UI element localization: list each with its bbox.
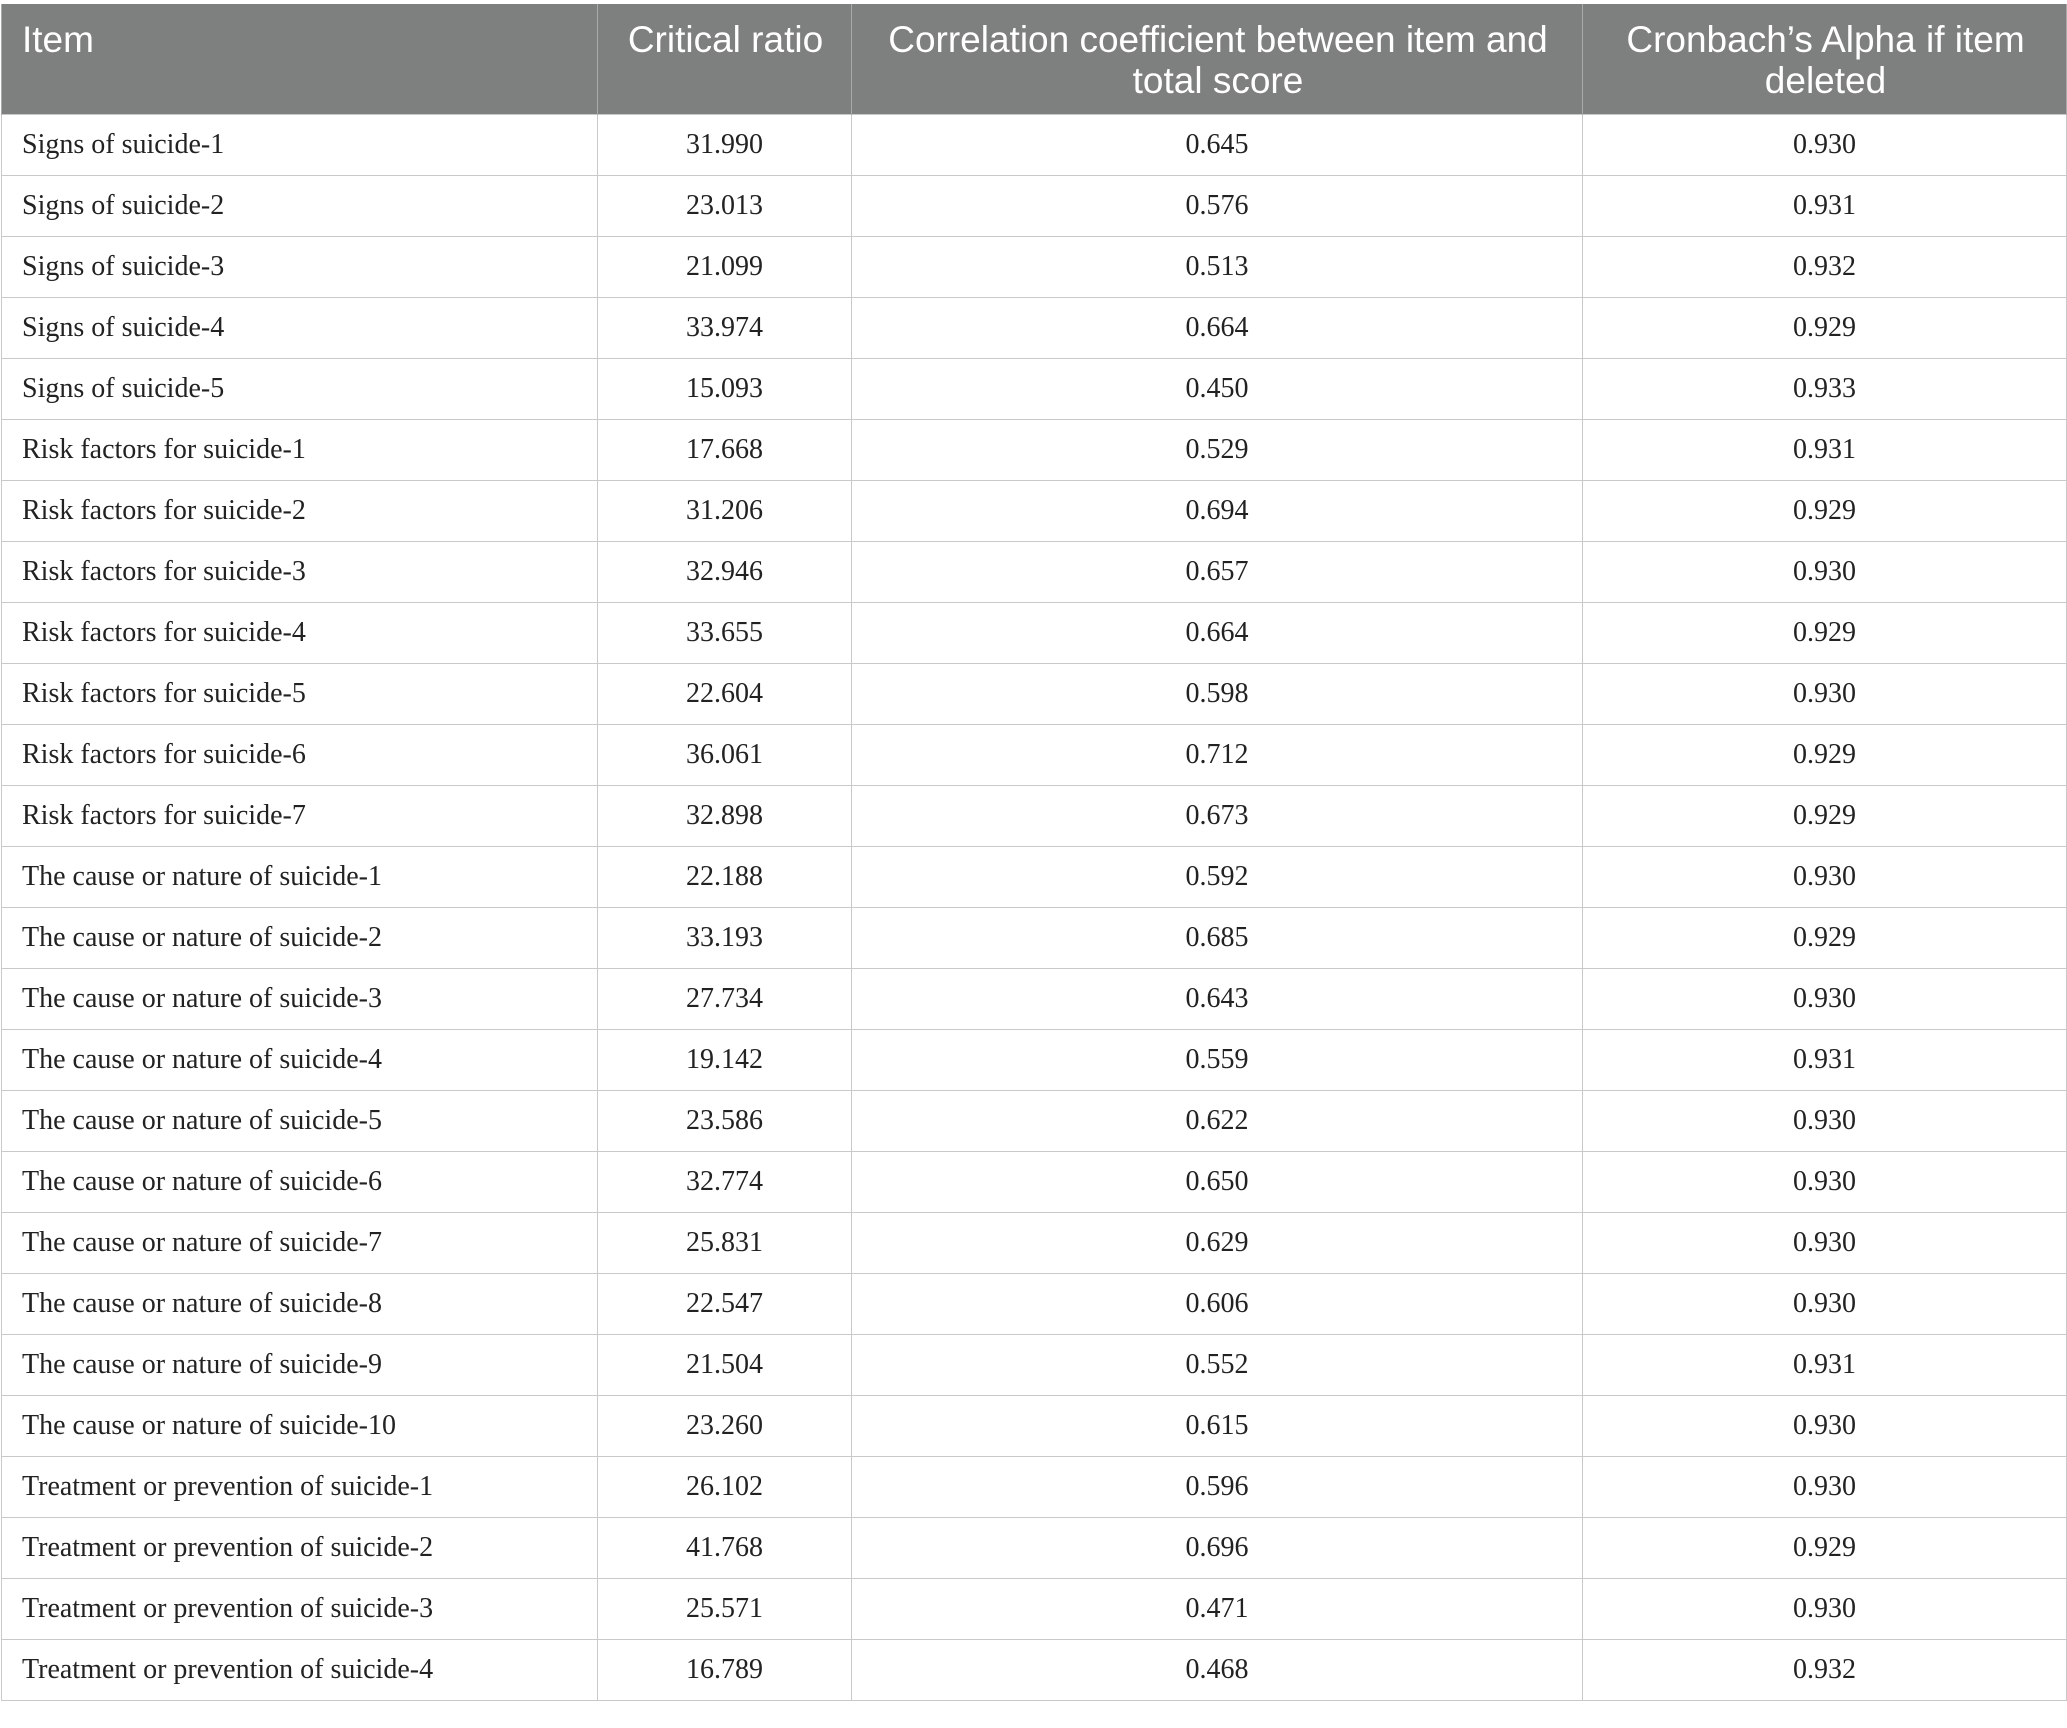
cell-critical-ratio: 23.013 [598, 175, 852, 236]
cell-correlation: 0.696 [852, 1517, 1583, 1578]
cell-correlation: 0.598 [852, 663, 1583, 724]
cell-critical-ratio: 32.774 [598, 1151, 852, 1212]
cell-item: Risk factors for suicide-3 [2, 541, 598, 602]
cell-alpha-if-deleted: 0.930 [1583, 846, 2067, 907]
table-row [2, 1456, 2067, 1517]
cell-critical-ratio: 22.547 [598, 1273, 852, 1334]
cell-critical-ratio: 26.102 [598, 1456, 852, 1517]
cell-correlation: 0.596 [852, 1456, 1583, 1517]
cell-correlation: 0.685 [852, 907, 1583, 968]
cell-item: Signs of suicide-2 [2, 175, 598, 236]
cell-critical-ratio: 25.831 [598, 1212, 852, 1273]
header-item: Item [2, 4, 598, 114]
cell-correlation: 0.650 [852, 1151, 1583, 1212]
cell-correlation: 0.468 [852, 1639, 1583, 1700]
cell-item: Treatment or prevention of suicide-4 [2, 1639, 598, 1700]
cell-alpha-if-deleted: 0.932 [1583, 1639, 2067, 1700]
cell-correlation: 0.471 [852, 1578, 1583, 1639]
table-row [2, 1334, 2067, 1395]
cell-item: Signs of suicide-4 [2, 297, 598, 358]
table-row [2, 846, 2067, 907]
cell-alpha-if-deleted: 0.931 [1583, 419, 2067, 480]
cell-item: The cause or nature of suicide-5 [2, 1090, 598, 1151]
cell-item: The cause or nature of suicide-6 [2, 1151, 598, 1212]
table-row [2, 1090, 2067, 1151]
item-analysis-table [1, 4, 2067, 1701]
cell-item: The cause or nature of suicide-2 [2, 907, 598, 968]
table-row [2, 1578, 2067, 1639]
cell-alpha-if-deleted: 0.930 [1583, 1395, 2067, 1456]
table-row [2, 236, 2067, 297]
cell-correlation: 0.712 [852, 724, 1583, 785]
cell-critical-ratio: 36.061 [598, 724, 852, 785]
cell-item: Risk factors for suicide-4 [2, 602, 598, 663]
cell-critical-ratio: 16.789 [598, 1639, 852, 1700]
cell-alpha-if-deleted: 0.930 [1583, 1212, 2067, 1273]
table-row [2, 907, 2067, 968]
table-row [2, 663, 2067, 724]
cell-correlation: 0.673 [852, 785, 1583, 846]
table-row [2, 602, 2067, 663]
cell-correlation: 0.629 [852, 1212, 1583, 1273]
cell-correlation: 0.529 [852, 419, 1583, 480]
table-row [2, 175, 2067, 236]
table-row [2, 541, 2067, 602]
header-critical-ratio: Critical ratio [598, 4, 852, 114]
cell-alpha-if-deleted: 0.931 [1583, 1029, 2067, 1090]
cell-correlation: 0.664 [852, 602, 1583, 663]
cell-critical-ratio: 21.504 [598, 1334, 852, 1395]
cell-alpha-if-deleted: 0.930 [1583, 1578, 2067, 1639]
cell-critical-ratio: 17.668 [598, 419, 852, 480]
cell-correlation: 0.622 [852, 1090, 1583, 1151]
cell-correlation: 0.615 [852, 1395, 1583, 1456]
cell-alpha-if-deleted: 0.929 [1583, 907, 2067, 968]
cell-item: Risk factors for suicide-1 [2, 419, 598, 480]
cell-alpha-if-deleted: 0.930 [1583, 663, 2067, 724]
cell-alpha-if-deleted: 0.930 [1583, 968, 2067, 1029]
cell-item: The cause or nature of suicide-3 [2, 968, 598, 1029]
cell-item: The cause or nature of suicide-10 [2, 1395, 598, 1456]
cell-critical-ratio: 32.898 [598, 785, 852, 846]
cell-alpha-if-deleted: 0.933 [1583, 358, 2067, 419]
table-row [2, 297, 2067, 358]
cell-item: Risk factors for suicide-7 [2, 785, 598, 846]
table-row [2, 968, 2067, 1029]
table-row [2, 1151, 2067, 1212]
cell-alpha-if-deleted: 0.929 [1583, 724, 2067, 785]
cell-correlation: 0.657 [852, 541, 1583, 602]
table-row [2, 1639, 2067, 1700]
cell-alpha-if-deleted: 0.930 [1583, 1273, 2067, 1334]
cell-correlation: 0.513 [852, 236, 1583, 297]
cell-correlation: 0.645 [852, 114, 1583, 175]
header-row [2, 4, 2067, 114]
table-row [2, 419, 2067, 480]
cell-correlation: 0.559 [852, 1029, 1583, 1090]
cell-alpha-if-deleted: 0.929 [1583, 602, 2067, 663]
cell-alpha-if-deleted: 0.929 [1583, 1517, 2067, 1578]
cell-critical-ratio: 33.193 [598, 907, 852, 968]
table-row [2, 724, 2067, 785]
cell-item: Treatment or prevention of suicide-1 [2, 1456, 598, 1517]
cell-critical-ratio: 23.586 [598, 1090, 852, 1151]
cell-alpha-if-deleted: 0.930 [1583, 114, 2067, 175]
cell-item: Signs of suicide-5 [2, 358, 598, 419]
cell-correlation: 0.664 [852, 297, 1583, 358]
cell-critical-ratio: 31.206 [598, 480, 852, 541]
cell-item: Risk factors for suicide-5 [2, 663, 598, 724]
cell-alpha-if-deleted: 0.931 [1583, 1334, 2067, 1395]
table-row [2, 114, 2067, 175]
cell-correlation: 0.606 [852, 1273, 1583, 1334]
cell-correlation: 0.552 [852, 1334, 1583, 1395]
table-row [2, 1517, 2067, 1578]
table-row [2, 1273, 2067, 1334]
cell-alpha-if-deleted: 0.931 [1583, 175, 2067, 236]
cell-alpha-if-deleted: 0.930 [1583, 541, 2067, 602]
cell-item: Signs of suicide-3 [2, 236, 598, 297]
cell-correlation: 0.643 [852, 968, 1583, 1029]
cell-alpha-if-deleted: 0.932 [1583, 236, 2067, 297]
cell-critical-ratio: 33.974 [598, 297, 852, 358]
cell-item: Treatment or prevention of suicide-3 [2, 1578, 598, 1639]
header-alpha-if-deleted: Cronbach’s Alpha if item deleted [1583, 4, 2067, 114]
cell-alpha-if-deleted: 0.930 [1583, 1456, 2067, 1517]
cell-correlation: 0.450 [852, 358, 1583, 419]
cell-correlation: 0.592 [852, 846, 1583, 907]
cell-item: The cause or nature of suicide-9 [2, 1334, 598, 1395]
cell-correlation: 0.576 [852, 175, 1583, 236]
cell-item: The cause or nature of suicide-8 [2, 1273, 598, 1334]
cell-alpha-if-deleted: 0.929 [1583, 297, 2067, 358]
cell-critical-ratio: 32.946 [598, 541, 852, 602]
header-correlation: Correlation coefficient between item and total score [852, 4, 1583, 114]
cell-critical-ratio: 27.734 [598, 968, 852, 1029]
cell-critical-ratio: 23.260 [598, 1395, 852, 1456]
table-row [2, 358, 2067, 419]
cell-critical-ratio: 31.990 [598, 114, 852, 175]
cell-alpha-if-deleted: 0.929 [1583, 480, 2067, 541]
cell-alpha-if-deleted: 0.930 [1583, 1090, 2067, 1151]
cell-critical-ratio: 25.571 [598, 1578, 852, 1639]
cell-alpha-if-deleted: 0.930 [1583, 1151, 2067, 1212]
cell-correlation: 0.694 [852, 480, 1583, 541]
cell-item: Signs of suicide-1 [2, 114, 598, 175]
table-header [2, 4, 2067, 114]
table-row [2, 1212, 2067, 1273]
cell-item: The cause or nature of suicide-4 [2, 1029, 598, 1090]
cell-critical-ratio: 22.604 [598, 663, 852, 724]
cell-critical-ratio: 19.142 [598, 1029, 852, 1090]
cell-critical-ratio: 41.768 [598, 1517, 852, 1578]
cell-item: The cause or nature of suicide-7 [2, 1212, 598, 1273]
table-row [2, 480, 2067, 541]
cell-alpha-if-deleted: 0.929 [1583, 785, 2067, 846]
cell-critical-ratio: 21.099 [598, 236, 852, 297]
cell-item: Risk factors for suicide-2 [2, 480, 598, 541]
cell-item: Treatment or prevention of suicide-2 [2, 1517, 598, 1578]
table-row [2, 1029, 2067, 1090]
table-body [2, 114, 2067, 1700]
table-row [2, 785, 2067, 846]
table-row [2, 1395, 2067, 1456]
cell-critical-ratio: 33.655 [598, 602, 852, 663]
cell-critical-ratio: 15.093 [598, 358, 852, 419]
cell-critical-ratio: 22.188 [598, 846, 852, 907]
cell-item: Risk factors for suicide-6 [2, 724, 598, 785]
cell-item: The cause or nature of suicide-1 [2, 846, 598, 907]
